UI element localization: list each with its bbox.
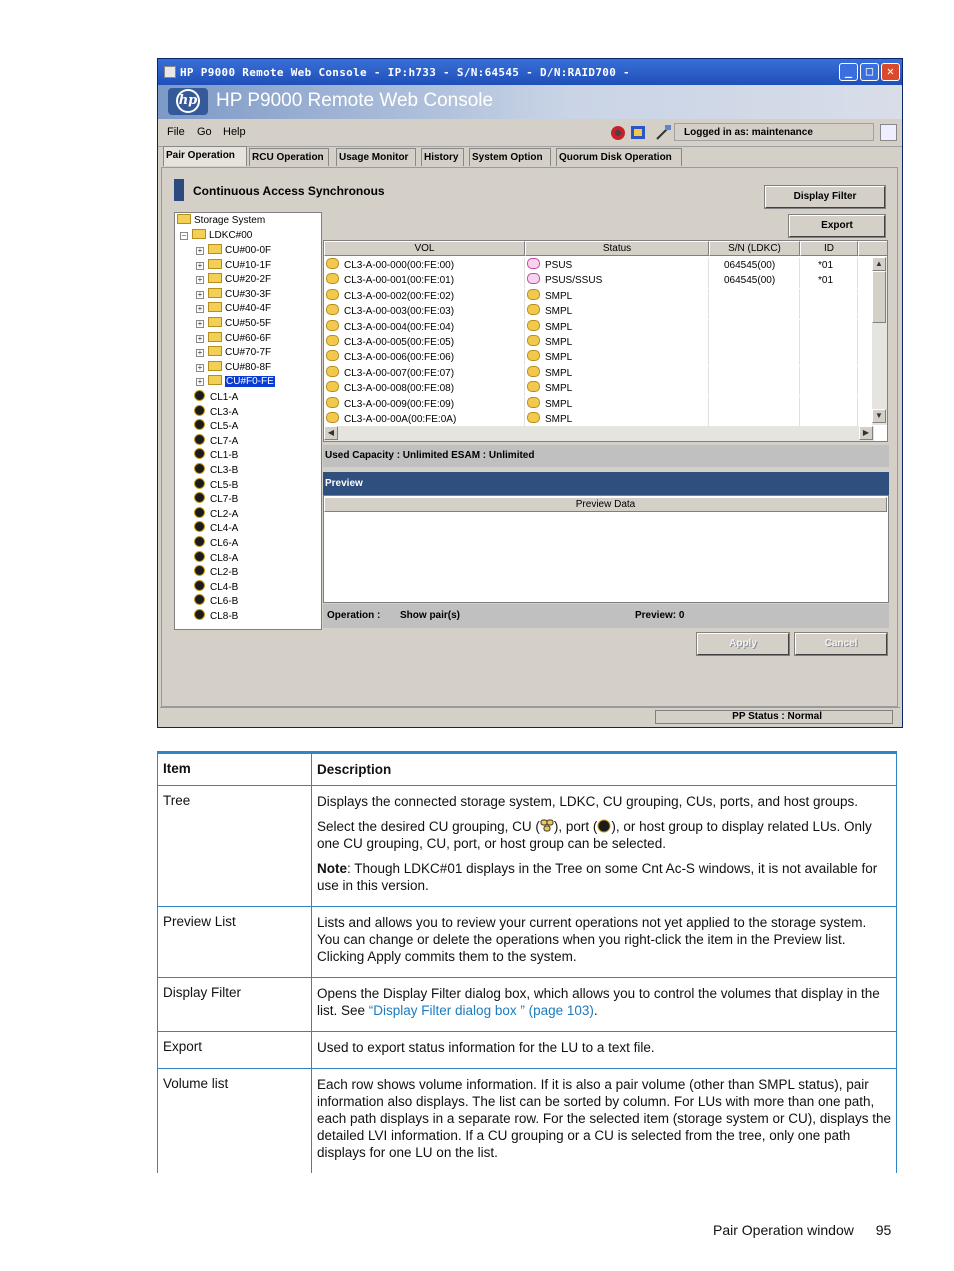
apply-button[interactable]: Apply <box>697 633 789 655</box>
port-icon <box>194 609 205 620</box>
column-sn[interactable]: S/N (LDKC) <box>709 241 800 256</box>
tree-port[interactable]: CL2-B <box>194 565 238 579</box>
tree-cu-group[interactable]: + CU#80-8F <box>197 361 272 373</box>
horizontal-scrollbar[interactable] <box>324 426 874 441</box>
stop-icon[interactable] <box>610 124 627 141</box>
folder-icon <box>208 288 222 298</box>
expand-icon[interactable]: + <box>197 246 203 255</box>
operation-label: Operation : <box>327 610 381 621</box>
maximize-button[interactable]: □ <box>860 63 879 81</box>
tree-port[interactable]: CL8-B <box>194 609 238 623</box>
section-heading: Continuous Access Synchronous <box>193 184 385 198</box>
vol-cell: CL3-A-00-004(00:FE:04) <box>344 321 455 333</box>
row-item: Display Filter <box>157 978 312 1031</box>
logged-in-status: Logged in as: maintenance <box>674 123 874 141</box>
tree-cu-group[interactable]: + CU#F0-FE <box>197 376 274 388</box>
page-footer <box>713 1222 891 1238</box>
volume-icon <box>326 350 339 361</box>
expand-icon[interactable]: + <box>197 260 203 270</box>
volume-icon <box>326 335 339 346</box>
tree-ldkc[interactable]: − LDKC#00 <box>181 230 253 241</box>
export-button[interactable]: Export <box>789 215 885 237</box>
preview-header: Preview <box>323 472 889 495</box>
volume-icon <box>326 273 339 284</box>
preview-count: Preview: 0 <box>635 610 685 621</box>
folder-icon <box>192 229 206 239</box>
status-cell: PSUS <box>545 260 573 271</box>
scroll-thumb[interactable] <box>872 271 886 323</box>
status-cell: SMPL <box>545 398 573 410</box>
status-cell: SMPL <box>545 337 573 348</box>
tree-cu-group[interactable]: + CU#50-5F <box>197 318 272 329</box>
port-icon <box>194 536 205 547</box>
heading-marker <box>174 179 184 201</box>
table-row[interactable] <box>324 289 874 304</box>
description-text: Displays the connected storage system, LDKC, CU grouping, CUs, ports, and host groups. <box>317 794 859 809</box>
column-filler <box>858 241 888 256</box>
tab-pair-operation[interactable]: Pair Operation <box>163 146 247 166</box>
table-row <box>157 786 897 907</box>
port-icon <box>194 405 205 416</box>
vol-cell: CL3-A-00-001(00:FE:01) <box>344 275 455 287</box>
status-icon <box>527 289 540 300</box>
table-row[interactable] <box>324 397 874 412</box>
tree-port[interactable]: CL6-B <box>194 594 238 608</box>
row-item: Export <box>157 1032 312 1068</box>
status-cell: SMPL <box>545 306 573 318</box>
folder-icon <box>177 214 191 224</box>
status-icon <box>527 258 540 269</box>
table-row <box>157 1032 897 1069</box>
folder-icon <box>208 375 222 385</box>
tab-system-option[interactable]: System Option <box>469 148 551 166</box>
status-cell: SMPL <box>545 367 573 379</box>
expand-icon[interactable]: + <box>197 275 203 285</box>
port-icon <box>194 551 205 562</box>
java-app-icon <box>164 66 176 78</box>
tab-usage-monitor[interactable]: Usage Monitor <box>336 148 416 166</box>
port-icon <box>194 594 205 605</box>
tree-cu-group[interactable]: + CU#60-6F <box>197 332 272 344</box>
folder-icon <box>208 244 222 254</box>
row-item: Tree <box>157 786 312 906</box>
tree-port[interactable]: CL1-A <box>194 390 238 404</box>
remote-web-console-window <box>157 58 903 728</box>
display-filter-button[interactable]: Display Filter <box>765 186 885 208</box>
volume-icon <box>326 320 339 331</box>
folder-icon <box>208 361 222 371</box>
status-icon <box>527 335 540 346</box>
expand-icon[interactable]: + <box>197 289 203 299</box>
table-row[interactable] <box>324 258 874 273</box>
status-icon <box>527 320 540 331</box>
port-icon <box>194 492 205 503</box>
tree-port[interactable]: CL5-B <box>194 478 238 492</box>
table-row <box>157 907 897 978</box>
cu-group-icon <box>540 819 554 833</box>
folder-icon <box>208 259 222 269</box>
port-icon <box>597 819 611 833</box>
expand-icon[interactable]: + <box>197 304 203 314</box>
port-icon <box>194 565 205 576</box>
vertical-scrollbar[interactable] <box>872 257 887 425</box>
volume-icon <box>326 381 339 392</box>
table-row[interactable] <box>324 350 874 365</box>
folder-icon <box>208 302 222 312</box>
display-filter-link[interactable]: “Display Filter dialog box ” (page 103) <box>368 1003 594 1018</box>
table-row <box>157 978 897 1032</box>
item-description-table <box>157 751 897 1173</box>
row-item: Volume list <box>157 1069 312 1173</box>
port-icon <box>194 521 205 532</box>
status-icon <box>527 397 540 408</box>
expand-icon[interactable]: + <box>197 362 203 372</box>
table-row[interactable] <box>324 335 874 350</box>
folder-icon <box>208 317 222 327</box>
volume-icon <box>326 304 339 315</box>
port-icon <box>194 580 205 591</box>
volume-icon <box>326 397 339 408</box>
vol-cell: CL3-A-00-00A(00:FE:0A) <box>344 414 457 425</box>
volume-icon <box>326 258 339 269</box>
vol-cell: CL3-A-00-005(00:FE:05) <box>344 337 455 348</box>
expand-icon[interactable]: + <box>197 319 203 328</box>
table-row[interactable] <box>324 366 874 381</box>
scroll-up-icon[interactable]: ▲ <box>872 257 886 271</box>
table-row[interactable] <box>324 412 874 427</box>
menu-file[interactable]: File <box>167 126 185 138</box>
row-description: Used to export status information for the LU to a text file. <box>312 1032 897 1068</box>
tree-port[interactable]: CL5-A <box>194 419 238 433</box>
footer-section: Pair Operation window <box>713 1222 854 1238</box>
status-cell: SMPL <box>545 414 573 425</box>
row-description: Opens the Display Filter dialog box, which allows you to control the volumes that display in the list. See “Display Filter dialog box ” (page 103). <box>312 978 897 1031</box>
status-cell: SMPL <box>545 383 573 395</box>
table-header-row <box>157 754 897 786</box>
volume-list-header <box>324 241 874 257</box>
folder-icon <box>208 332 222 342</box>
tree-port[interactable]: CL7-A <box>194 434 238 448</box>
page-number: 95 <box>875 1222 892 1238</box>
volume-icon <box>326 289 339 300</box>
expand-icon[interactable]: + <box>197 377 203 387</box>
table-row[interactable] <box>324 381 874 396</box>
port-icon <box>194 463 205 474</box>
operation-value: Show pair(s) <box>400 610 461 621</box>
port-icon <box>194 434 205 445</box>
session-icon[interactable] <box>880 124 897 141</box>
status-icon <box>527 273 540 284</box>
scroll-right-icon[interactable]: ▶ <box>859 426 873 440</box>
column-status[interactable]: Status <box>525 241 709 256</box>
vol-cell: CL3-A-00-009(00:FE:09) <box>344 398 455 410</box>
status-icon <box>527 381 540 392</box>
status-icon <box>527 304 540 315</box>
pp-status: PP Status : Normal <box>655 710 893 724</box>
folder-icon <box>208 346 222 356</box>
id-cell: *01 <box>818 275 834 287</box>
banner-title: HP P9000 Remote Web Console <box>216 90 494 111</box>
id-cell: *01 <box>818 260 834 271</box>
port-icon <box>194 507 205 518</box>
mode-switch-icon[interactable] <box>655 124 672 141</box>
vol-cell: CL3-A-00-007(00:FE:07) <box>344 367 455 379</box>
minimize-button[interactable]: _ <box>839 63 858 81</box>
scroll-left-icon[interactable]: ◀ <box>324 426 338 440</box>
close-button[interactable]: ✕ <box>881 63 900 81</box>
vol-cell: CL3-A-00-006(00:FE:06) <box>344 352 455 364</box>
tree-port[interactable]: CL2-A <box>194 507 238 521</box>
scroll-down-icon[interactable]: ▼ <box>872 409 886 423</box>
port-icon <box>194 390 205 401</box>
tree-port[interactable]: CL6-A <box>194 536 238 550</box>
preview-list <box>323 495 889 603</box>
row-description <box>312 786 897 906</box>
expand-icon[interactable]: + <box>197 348 203 358</box>
operation-bar <box>323 604 889 628</box>
row-description: Each row shows volume information. If it is also a pair volume (other than SMPL status), pair information also displays. The list can be sorted by column. For LUs with more than one path, each path displays in a separate row. For the selected item (storage system or CU), displays the detailed LVI information. If a CU grouping or a CU is selected from the tree, only one path displays for one LU on the list. <box>312 1069 897 1173</box>
storage-tree <box>174 212 322 630</box>
window-title: HP P9000 Remote Web Console - IP:h733 - S/N:64545 - D/N:RAID700 - <box>180 66 630 79</box>
volume-icon <box>326 412 339 423</box>
status-cell: SMPL <box>545 352 573 364</box>
cancel-button[interactable]: Cancel <box>795 633 887 655</box>
status-cell: SMPL <box>545 321 573 333</box>
tab-history[interactable]: History <box>421 148 464 166</box>
status-cell: PSUS/SSUS <box>545 275 603 287</box>
menu-help[interactable]: Help <box>223 126 246 138</box>
expand-icon[interactable]: + <box>197 333 203 343</box>
tree-port[interactable]: CL3-B <box>194 463 238 477</box>
row-description: Lists and allows you to review your current operations not yet applied to the storage system. You can change or delete the operations when you right-click the item in the Preview list. Clicking Apply commits them to the system. <box>312 907 897 977</box>
vol-cell: CL3-A-00-000(00:FE:00) <box>344 260 455 271</box>
table-row[interactable] <box>324 320 874 335</box>
tree-port[interactable]: CL1-B <box>194 448 238 462</box>
port-icon <box>194 419 205 430</box>
tab-quorum-disk-operation[interactable]: Quorum Disk Operation <box>556 148 682 166</box>
status-icon <box>527 366 540 377</box>
tree-cu-group[interactable]: + CU#20-2F <box>197 274 272 286</box>
tree-port[interactable]: CL8-A <box>194 551 238 565</box>
header-description: Description <box>312 754 897 785</box>
column-id[interactable]: ID <box>800 241 858 256</box>
tree-cu-group[interactable]: + CU#00-0F <box>197 245 272 256</box>
note-text: Note: Though LDKC#01 displays in the Tree on some Cnt Ac-S windows, it is not available for use in this version. <box>317 861 878 893</box>
status-divider <box>160 707 900 708</box>
column-vol[interactable]: VOL <box>324 241 525 256</box>
tree-port[interactable]: CL3-A <box>194 405 238 419</box>
table-row[interactable] <box>324 304 874 319</box>
tree-root[interactable]: Storage System <box>177 214 265 228</box>
tree-port[interactable]: CL7-B <box>194 492 238 506</box>
tree-cu-group[interactable]: + CU#40-4F <box>197 303 272 315</box>
table-row <box>157 1069 897 1173</box>
folder-icon <box>208 273 222 283</box>
description-text: Select the desired CU grouping, CU ( ), port ( ), or host group to display related LUs. Only one CU grouping, CU, port, or host group can be selected. <box>317 819 872 851</box>
hp-logo: hp <box>168 88 208 115</box>
tree-cu-group[interactable]: + CU#10-1F <box>197 259 272 271</box>
collapse-icon[interactable]: − <box>181 231 187 240</box>
row-item: Preview List <box>157 907 312 977</box>
preview-data-column[interactable]: Preview Data <box>324 497 887 512</box>
capacity-bar: Used Capacity : Unlimited ESAM : Unlimited <box>323 445 889 467</box>
app-banner <box>158 85 902 119</box>
volume-list <box>323 240 888 442</box>
port-icon <box>194 448 205 459</box>
sn-cell: 064545(00) <box>724 260 776 271</box>
tree-port[interactable]: CL4-A <box>194 521 238 535</box>
port-icon <box>194 478 205 489</box>
vol-cell: CL3-A-00-003(00:FE:03) <box>344 306 455 318</box>
tab-rcu-operation[interactable]: RCU Operation <box>249 148 329 166</box>
vol-cell: CL3-A-00-002(00:FE:02) <box>344 290 455 302</box>
status-icon <box>527 350 540 361</box>
volume-icon <box>326 366 339 377</box>
status-icon <box>527 412 540 423</box>
tree-cu-group[interactable]: + CU#30-3F <box>197 288 272 300</box>
title-bar <box>158 59 902 85</box>
status-cell: SMPL <box>545 290 573 302</box>
refresh-icon[interactable] <box>630 124 647 141</box>
tree-port[interactable]: CL4-B <box>194 580 238 594</box>
header-item: Item <box>157 754 312 785</box>
table-row[interactable] <box>324 273 874 288</box>
sn-cell: 064545(00) <box>724 275 776 287</box>
menu-bar <box>158 119 902 147</box>
vol-cell: CL3-A-00-008(00:FE:08) <box>344 383 455 395</box>
tree-cu-group[interactable]: + CU#70-7F <box>197 347 272 359</box>
menu-go[interactable]: Go <box>197 126 212 138</box>
